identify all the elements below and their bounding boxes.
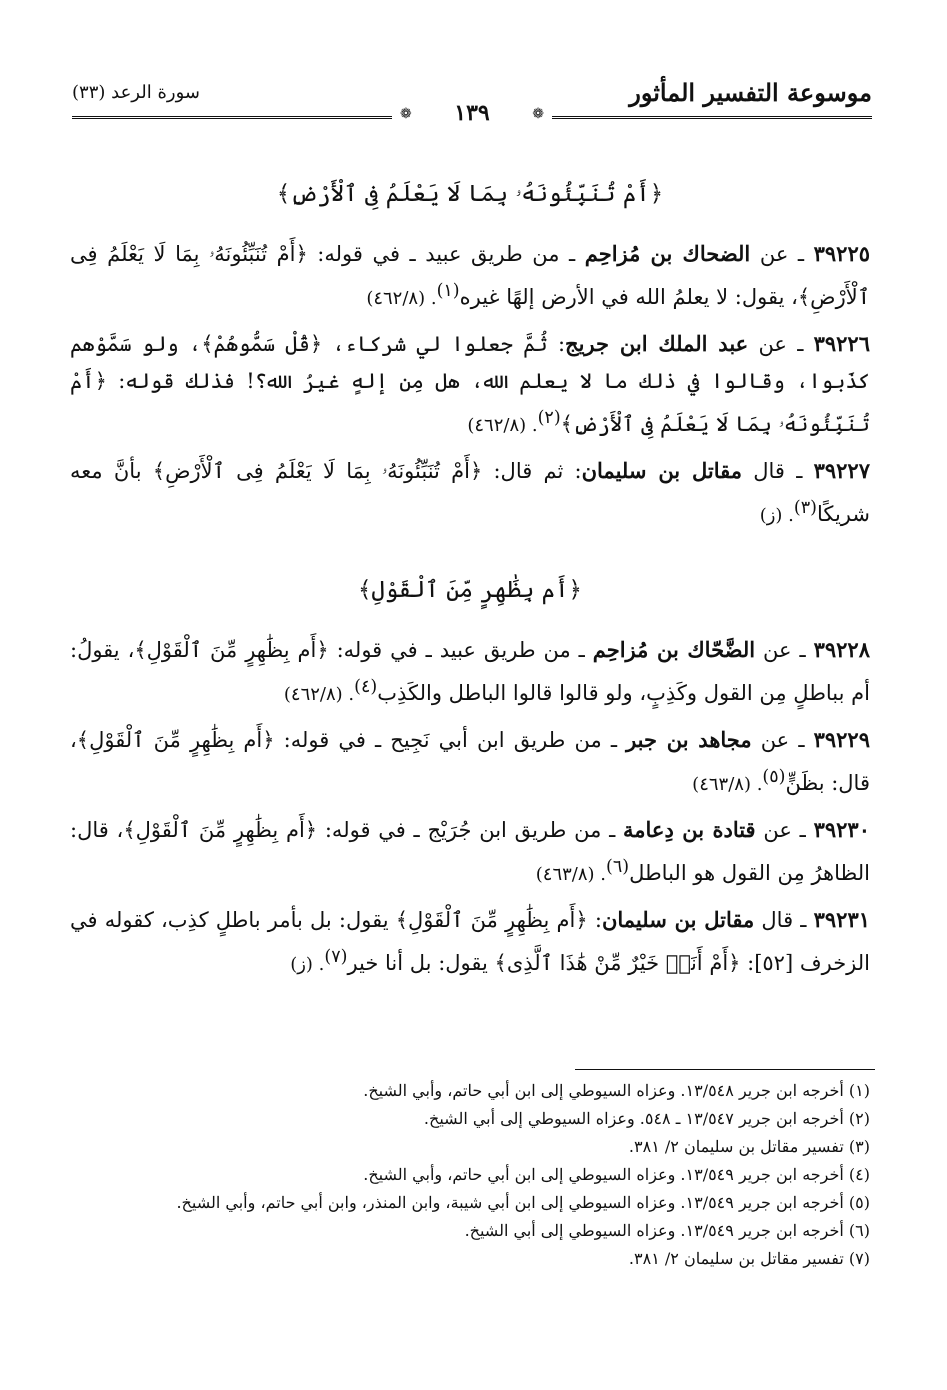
entry-number: ٣٩٢٣٠ xyxy=(813,817,870,842)
entry-text: : ثُمَّ جعلوا لي شركاء، ﴿قُلْ سَمُّوهُمْ﴾، ولو سَمَّوْهم كذَبوا، وقالوا في ذلك ما لا يعلم الله، هل مِن إلهٍ غيرُ الله؟! فذلك قوله: ﴿أَمْ تُنَبِّئُونَهُۥ بِمَا لَا يَعْلَمُ فِى ٱلْأَرْضِ﴾ xyxy=(70,332,870,436)
main-content xyxy=(70,176,870,991)
entry-prefix: ـ قال xyxy=(754,908,814,932)
footnote: (٤) أخرجه ابن جرير ١٣/٥٤٩. وعزاه السيوطي إلى ابن أبي حاتم، وأبي الشيخ. xyxy=(363,1165,870,1184)
entry-prefix: ـ عن xyxy=(751,728,814,752)
footnote-marker: (٧) xyxy=(324,947,348,967)
hadith-entry xyxy=(70,901,870,983)
footnote: (١) أخرجه ابن جرير ١٣/٥٤٨. وعزاه السيوطي إلى ابن أبي حاتم، وأبي الشيخ. xyxy=(363,1081,870,1100)
entry-ref: . (٤٦٢/٨) xyxy=(467,415,538,436)
narrator-name: مجاهد بن جبر xyxy=(626,727,752,752)
footnote: (٥) أخرجه ابن جرير ١٣/٥٤٩. وعزاه السيوطي إلى ابن أبي شيبة، وابن المنذر، وابن أبي حاتم، وأبي الشيخ. xyxy=(176,1193,870,1212)
entry-ref: . (٤٦٣/٨) xyxy=(535,864,606,885)
narrator-name: الضحاك بن مُزاحِم xyxy=(584,241,751,266)
ornament-icon: ❁ xyxy=(400,106,412,122)
page-header xyxy=(72,78,872,126)
narrator-name: مقاتل بن سليمان xyxy=(601,907,755,932)
entry-prefix: ـ عن xyxy=(748,332,814,356)
footnote-marker: (٥) xyxy=(762,767,786,787)
entry-ref: . (٤٦٣/٨) xyxy=(692,774,763,795)
entry-prefix: ـ قال xyxy=(742,459,814,483)
footnote-marker: (١) xyxy=(436,281,460,301)
footnote-marker: (٢) xyxy=(537,408,561,428)
entry-number: ٣٩٢٢٦ xyxy=(813,331,870,356)
narrator-name: عبد الملك ابن جريج xyxy=(565,331,749,356)
footnote-marker: (٤) xyxy=(354,677,378,697)
entry-text: : ﴿أَم بِظَٰهِرٍ مِّنَ ٱلْقَوْلِ﴾ يقول: بل بأمر باطلٍ كذِب، كقوله في الزخرف [٥٢]: ﴿أَمْ أَنَا۠ خَيْرٌ مِّنْ هَٰذَا ٱلَّذِى﴾ يقول: بل أنا خير xyxy=(70,908,870,975)
entry-ref: . (ز) xyxy=(290,954,325,975)
entry-number: ٣٩٢٢٩ xyxy=(813,727,870,752)
surah-label: سورة الرعد (٣٣) xyxy=(72,82,200,103)
entry-text: ـ من طريق عبيد ـ في قوله: ﴿أَم بِظَٰهِرٍ مِّنَ ٱلْقَوْلِ﴾، يقولُ: أم بباطلٍ مِن القول وكَذِبٍ، ولو قالوا قالوا الباطل والكَذِب xyxy=(70,638,870,705)
hadith-entry xyxy=(70,452,870,534)
entry-number: ٣٩٢٢٧ xyxy=(813,458,870,483)
entry-ref: . (٤٦٢/٨) xyxy=(283,684,355,705)
entry-number: ٣٩٢٢٥ xyxy=(813,241,871,266)
hadith-entry xyxy=(70,721,870,803)
footnote: (٦) أخرجه ابن جرير ١٣/٥٤٩. وعزاه السيوطي إلى أبي الشيخ. xyxy=(464,1221,870,1240)
section-gap xyxy=(70,542,870,572)
hadith-entry xyxy=(70,325,870,444)
entry-text: ـ من طريق ابن جُرَيْج ـ في قوله: ﴿أَم بِظَٰهِرٍ مِّنَ ٱلْقَوْلِ﴾، قال: الظاهرُ مِن القول هو الباطل xyxy=(70,818,870,885)
ayah-heading: ﴿أَمْ تُنَبِّئُونَهُۥ بِمَا لَا يَعْلَمُ فِى ٱلْأَرْضِ﴾ xyxy=(276,181,664,207)
entry-number: ٣٩٢٣١ xyxy=(813,907,871,932)
entry-number: ٣٩٢٢٨ xyxy=(813,637,870,662)
footnote-marker: (٣) xyxy=(793,498,817,518)
narrator-name: الضَّحّاك بن مُزاحِم xyxy=(592,637,756,662)
ornament-icon: ❁ xyxy=(532,106,544,122)
footnote: (٧) تفسير مقاتل بن سليمان ٢/ ٣٨١. xyxy=(628,1249,870,1268)
entry-prefix: ـ عن xyxy=(750,242,814,266)
footnote-divider xyxy=(575,1069,875,1070)
narrator-name: قتادة بن دِعامة xyxy=(623,817,756,842)
entry-text: : ثم قال: ﴿أَمْ تُنَبِّئُونَهُۥ بِمَا لَا يَعْلَمُ فِى ٱلْأَرْضِ﴾ بأنَّ معه شريكًا xyxy=(70,459,870,526)
footnotes xyxy=(70,1077,870,1273)
hadith-entry xyxy=(70,631,870,713)
footnote: (٢) أخرجه ابن جرير ١٣/٥٤٧ ـ ٥٤٨. وعزاه السيوطي إلى أبي الشيخ. xyxy=(423,1109,870,1128)
footnote-marker: (٦) xyxy=(606,857,630,877)
page-number: ١٣٩ xyxy=(454,100,490,126)
ayah-heading: ﴿أَم بِظَٰهِرٍ مِّنَ ٱلْقَوْلِ﴾ xyxy=(357,577,583,603)
entry-text: ـ من طريق ابن أبي نَجِيح ـ في قوله: ﴿أَم بِظَٰهِرٍ مِّنَ ٱلْقَوْلِ﴾، قال: بظَنٍّ xyxy=(70,728,870,795)
book-title: موسوعة التفسير المأثور xyxy=(629,78,872,107)
footnote: (٣) تفسير مقاتل بن سليمان ٢/ ٣٨١. xyxy=(628,1137,870,1156)
narrator-name: مقاتل بن سليمان xyxy=(581,458,743,483)
entry-ref: . (٤٦٢/٨) xyxy=(366,288,437,309)
entry-prefix: ـ عن xyxy=(755,638,814,662)
hadith-entry xyxy=(70,235,870,317)
entry-text: ـ من طريق عبيد ـ في قوله: ﴿أَمْ تُنَبِّئُونَهُۥ بِمَا لَا يَعْلَمُ فِى ٱلْأَرْضِ﴾، يقول: لا يعلمُ الله في الأرض إلهًا غيره xyxy=(70,242,870,309)
entry-ref: . (ز) xyxy=(759,505,794,526)
entry-prefix: ـ عن xyxy=(755,818,814,842)
hadith-entry xyxy=(70,811,870,893)
